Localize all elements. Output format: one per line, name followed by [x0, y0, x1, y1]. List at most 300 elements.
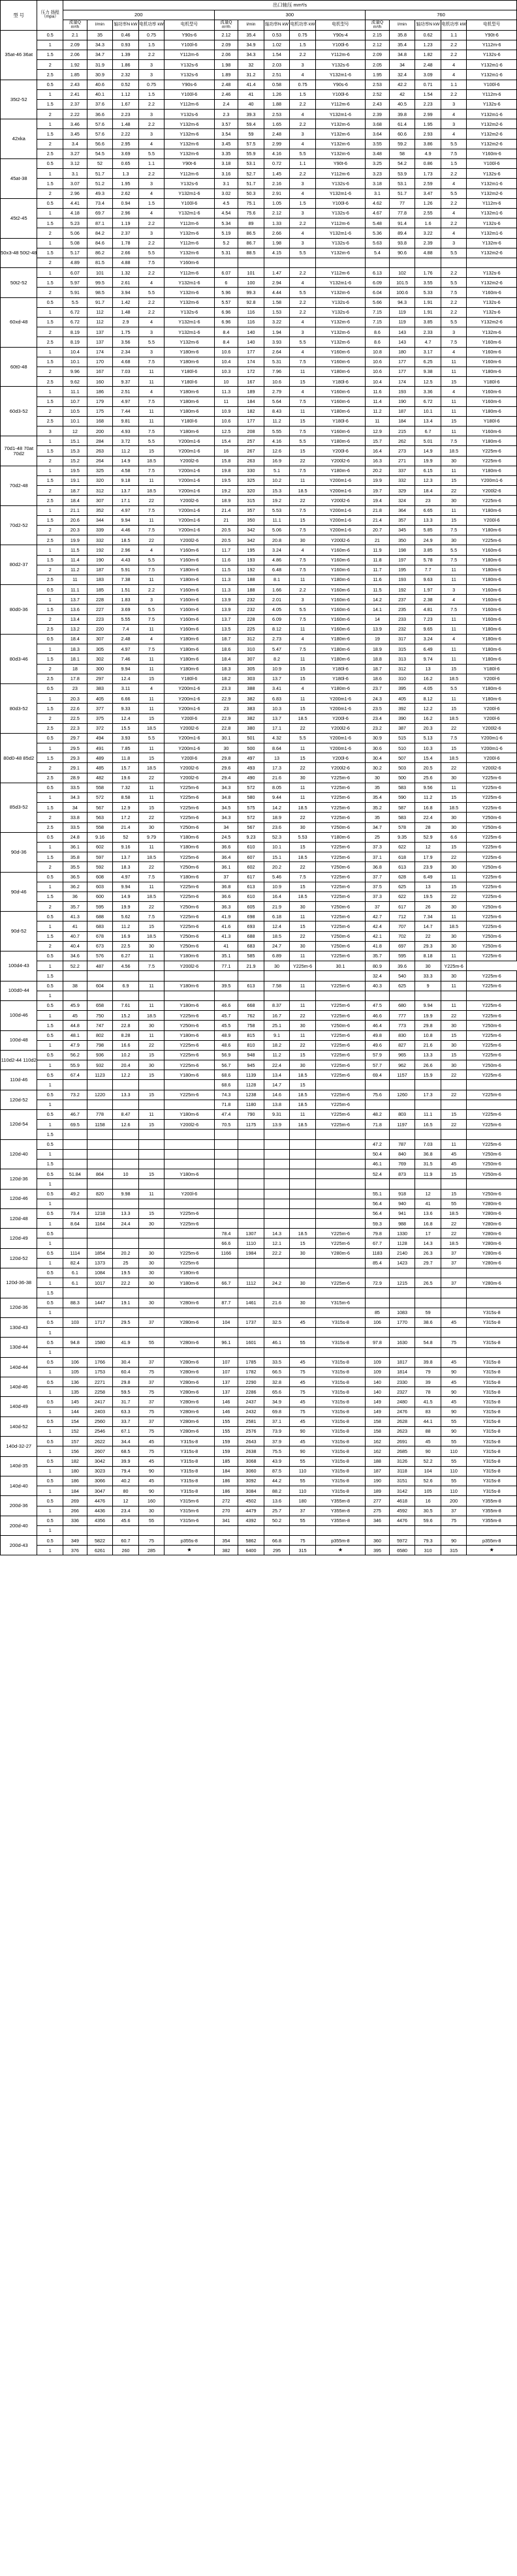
- value-cell: 13: [415, 664, 441, 674]
- table-row: [1, 1496, 517, 1506]
- value-cell: 3.1: [214, 179, 238, 188]
- value-cell: 50.3: [238, 188, 264, 198]
- value-cell: 1.32: [113, 268, 139, 278]
- table-row: [1, 1208, 517, 1218]
- value-cell: 2.34: [113, 347, 139, 357]
- value-cell: 197: [389, 555, 415, 565]
- value-cell: Y225m-6: [164, 783, 214, 792]
- value-cell: Y315s-8: [467, 1437, 517, 1446]
- value-cell: 9.23: [238, 832, 264, 842]
- value-cell: 30: [138, 1268, 164, 1278]
- value-cell: 88.2: [264, 1486, 290, 1496]
- value-cell: 55: [290, 1456, 316, 1466]
- value-cell: 312: [87, 486, 113, 496]
- value-cell: [315, 1219, 365, 1229]
- value-cell: 37.1: [264, 1416, 290, 1426]
- value-cell: [138, 1229, 164, 1238]
- value-cell: 24.8: [63, 832, 87, 842]
- value-cell: 23: [415, 496, 441, 505]
- value-cell: 86.7: [238, 238, 264, 248]
- value-cell: Y225m-6: [164, 1040, 214, 1050]
- value-cell: 2581: [238, 1416, 264, 1426]
- value-cell: 78: [415, 1387, 441, 1397]
- value-cell: 37.3: [366, 891, 390, 901]
- value-cell: Y280m-6: [467, 1208, 517, 1218]
- value-cell: 10.7: [63, 397, 87, 406]
- value-cell: 2.43: [63, 80, 87, 89]
- value-cell: 315: [441, 1546, 467, 1555]
- value-cell: Y315s-8: [467, 1338, 517, 1347]
- value-cell: 341: [214, 1516, 238, 1525]
- value-cell: 86.2: [87, 248, 113, 258]
- value-cell: Y250m-6: [164, 822, 214, 832]
- value-cell: 11: [290, 783, 316, 792]
- value-cell: [315, 1308, 365, 1317]
- value-cell: Y112m-6: [315, 50, 365, 59]
- value-cell: 18.5: [290, 1070, 316, 1080]
- value-cell: 317: [389, 635, 415, 644]
- value-cell: 4: [290, 228, 316, 238]
- value-cell: 5.47: [264, 644, 290, 654]
- value-cell: 503: [389, 763, 415, 773]
- value-cell: Y250m-6: [315, 1021, 365, 1030]
- pressure-cell: 1: [37, 961, 63, 971]
- value-cell: 11: [441, 575, 467, 584]
- value-cell: 135: [63, 1387, 87, 1397]
- table-row: [1, 1050, 517, 1060]
- value-cell: 11: [441, 981, 467, 991]
- table-row: [1, 813, 517, 822]
- value-cell: Y200m1-6: [467, 733, 517, 743]
- value-cell: 4618: [389, 1496, 415, 1506]
- value-cell: Y200l2-6: [164, 496, 214, 505]
- value-cell: 15: [138, 921, 164, 931]
- model-cell: 70d2-52: [1, 505, 37, 545]
- value-cell: 9.18: [113, 476, 139, 486]
- value-cell: Y100l-6: [315, 89, 365, 99]
- pressure-cell: 0.5: [37, 1456, 63, 1466]
- value-cell: [238, 1219, 264, 1229]
- table-row: [1, 496, 517, 505]
- table-row: [1, 713, 517, 723]
- value-cell: 15: [290, 842, 316, 852]
- value-cell: 1817: [389, 1357, 415, 1367]
- value-cell: Y280m-6: [164, 1357, 214, 1367]
- value-cell: 11: [290, 1000, 316, 1010]
- value-cell: 3.35: [214, 149, 238, 158]
- value-cell: Y280m-6: [164, 1397, 214, 1407]
- value-cell: 5.2: [214, 238, 238, 248]
- value-cell: 22: [441, 1219, 467, 1229]
- value-cell: 5.06: [63, 228, 87, 238]
- pressure-cell: 1.5: [37, 605, 63, 614]
- value-cell: 34.7: [87, 50, 113, 59]
- value-cell: 284: [87, 436, 113, 446]
- value-cell: 21.8: [366, 505, 390, 515]
- model-cell: 100d-46: [1, 1000, 37, 1030]
- value-cell: 1.73: [415, 169, 441, 179]
- pressure-cell: 1.5: [37, 971, 63, 981]
- value-cell: 2607: [87, 1446, 113, 1456]
- value-cell: 2.15: [366, 30, 390, 40]
- pressure-cell: 2: [37, 713, 63, 723]
- model-cell: 120d-52: [1, 1090, 37, 1109]
- value-cell: 92.8: [238, 297, 264, 307]
- value-cell: Y250m-6: [467, 931, 517, 941]
- value-cell: Y180l-6: [467, 664, 517, 674]
- value-cell: Y225m-6: [164, 1011, 214, 1021]
- value-cell: 22.8: [214, 723, 238, 733]
- value-cell: 5.01: [415, 436, 441, 446]
- value-cell: Y160m-6: [467, 545, 517, 555]
- value-cell: [315, 258, 365, 267]
- value-cell: [113, 1288, 139, 1298]
- value-cell: [315, 1130, 365, 1139]
- value-cell: 1330: [389, 1229, 415, 1238]
- value-cell: 52.2: [415, 1456, 441, 1466]
- value-cell: 3142: [389, 1486, 415, 1496]
- value-cell: 2.2: [290, 268, 316, 278]
- value-cell: 5.5: [441, 188, 467, 198]
- value-cell: 55.9: [63, 1060, 87, 1070]
- value-cell: 59: [415, 1308, 441, 1317]
- value-cell: 15.7: [366, 436, 390, 446]
- pressure-cell: 0.5: [37, 1248, 63, 1258]
- value-cell: [290, 1208, 316, 1218]
- value-cell: 15: [138, 713, 164, 723]
- value-cell: 42.1: [366, 931, 390, 941]
- pressure-cell: 2: [37, 565, 63, 575]
- value-cell: 14.2: [264, 803, 290, 813]
- value-cell: 352: [87, 505, 113, 515]
- value-cell: 11.2: [415, 793, 441, 803]
- value-cell: Y112m-6: [164, 218, 214, 228]
- value-cell: 15: [290, 882, 316, 891]
- value-cell: 7.34: [415, 912, 441, 921]
- value-cell: Y315s-8: [164, 1466, 214, 1476]
- value-cell: [113, 1328, 139, 1338]
- value-cell: 387: [389, 723, 415, 733]
- value-cell: Y180m-6: [164, 397, 214, 406]
- value-cell: 3: [138, 228, 164, 238]
- value-cell: 35.2: [366, 803, 390, 813]
- header-flow-lmin: l/min: [238, 20, 264, 30]
- value-cell: 13.9: [214, 605, 238, 614]
- value-cell: 77.8: [389, 208, 415, 218]
- pressure-cell: 2: [37, 813, 63, 822]
- value-cell: 7.5: [138, 614, 164, 624]
- value-cell: [238, 1308, 264, 1317]
- value-cell: 941: [389, 1208, 415, 1218]
- value-cell: 307: [238, 654, 264, 664]
- value-cell: 14.9: [113, 456, 139, 466]
- value-cell: 11: [441, 951, 467, 961]
- value-cell: 119: [389, 318, 415, 327]
- table-row: [1, 1427, 517, 1437]
- value-cell: Y225m-6: [315, 813, 365, 822]
- value-cell: 8.6: [366, 327, 390, 337]
- value-cell: [214, 1130, 238, 1139]
- value-cell: 19.6: [113, 773, 139, 783]
- pressure-cell: 1: [37, 1060, 63, 1070]
- value-cell: 4.97: [113, 872, 139, 882]
- value-cell: Y180m-6: [164, 654, 214, 664]
- value-cell: 14.3: [415, 1238, 441, 1248]
- value-cell: 312: [238, 635, 264, 644]
- value-cell: 23.9: [415, 862, 441, 872]
- value-cell: 45: [441, 1317, 467, 1327]
- value-cell: 7.85: [113, 743, 139, 753]
- value-cell: 3.25: [366, 159, 390, 169]
- value-cell: Y200l-6: [315, 713, 365, 723]
- value-cell: 94.3: [389, 297, 415, 307]
- value-cell: Y132s-6: [164, 60, 214, 70]
- value-cell: 5.36: [366, 228, 390, 238]
- value-cell: 375: [87, 713, 113, 723]
- value-cell: 5.5: [138, 149, 164, 158]
- value-cell: [164, 1139, 214, 1149]
- value-cell: 34.9: [238, 40, 264, 50]
- value-cell: 3.41: [264, 683, 290, 693]
- pressure-cell: 1.5: [37, 218, 63, 228]
- model-cell: 45t2-45: [1, 198, 37, 238]
- value-cell: 56.7: [214, 1060, 238, 1070]
- value-cell: 2432: [238, 1407, 264, 1416]
- pressure-cell: 2: [37, 862, 63, 872]
- value-cell: 34: [63, 803, 87, 813]
- value-cell: 493: [238, 763, 264, 773]
- pressure-cell: 1: [37, 1466, 63, 1476]
- value-cell: Y160m-6: [315, 427, 365, 436]
- value-cell: 507: [389, 753, 415, 763]
- value-cell: 12.1: [264, 1238, 290, 1248]
- table-row: [1, 129, 517, 139]
- value-cell: 4: [138, 139, 164, 149]
- value-cell: 4.46: [113, 525, 139, 535]
- value-cell: [87, 991, 113, 1000]
- value-cell: 83: [415, 1407, 441, 1416]
- value-cell: 4.68: [113, 357, 139, 367]
- value-cell: Y200m1-6: [467, 476, 517, 486]
- value-cell: 11.3: [214, 575, 238, 584]
- value-cell: 7.5: [290, 644, 316, 654]
- value-cell: 14.9: [415, 446, 441, 456]
- value-cell: 37.5: [366, 882, 390, 891]
- value-cell: 36.8: [366, 862, 390, 872]
- pressure-cell: 1: [37, 238, 63, 248]
- value-cell: 2.01: [264, 595, 290, 605]
- table-row: [1, 1397, 517, 1407]
- value-cell: Y180m-6: [164, 575, 214, 584]
- value-cell: 364: [389, 505, 415, 515]
- value-cell: [63, 1159, 87, 1169]
- value-cell: 55: [138, 1516, 164, 1525]
- value-cell: Y132s-6: [315, 238, 365, 248]
- value-cell: 36.5: [63, 872, 87, 882]
- value-cell: 13.4: [264, 1070, 290, 1080]
- value-cell: 10.5: [63, 406, 87, 416]
- value-cell: [415, 1179, 441, 1189]
- value-cell: 198: [389, 545, 415, 555]
- value-cell: Y225m-6: [315, 912, 365, 921]
- value-cell: 5.5: [290, 436, 316, 446]
- value-cell: [366, 1347, 390, 1357]
- value-cell: ★: [467, 1546, 517, 1555]
- value-cell: 0.86: [415, 159, 441, 169]
- value-cell: 154: [63, 1416, 87, 1426]
- value-cell: 167: [87, 367, 113, 376]
- value-cell: 10.4: [366, 377, 390, 387]
- value-cell: 1.6: [415, 218, 441, 228]
- value-cell: 186: [214, 1476, 238, 1486]
- value-cell: 41.5: [415, 1397, 441, 1407]
- value-cell: 21: [366, 535, 390, 545]
- value-cell: 15: [441, 882, 467, 891]
- value-cell: [63, 1308, 87, 1317]
- value-cell: Y180m-6: [164, 981, 214, 991]
- table-row: [1, 377, 517, 387]
- table-row: [1, 891, 517, 901]
- value-cell: 11: [138, 1000, 164, 1010]
- value-cell: 47.9: [63, 1040, 87, 1050]
- value-cell: 12.4: [113, 674, 139, 683]
- model-cell: 70d2-48: [1, 466, 37, 505]
- value-cell: 22.2: [264, 1248, 290, 1258]
- value-cell: 45: [138, 1456, 164, 1466]
- header-motor-model: 电机型号: [467, 20, 517, 30]
- pressure-cell: 0.5: [37, 1000, 63, 1010]
- value-cell: 16.8: [415, 803, 441, 813]
- value-cell: Y132s-6: [315, 307, 365, 317]
- value-cell: 23: [63, 683, 87, 693]
- value-cell: 585: [238, 951, 264, 961]
- value-cell: Y315s-8: [315, 1397, 365, 1407]
- value-cell: 11: [290, 694, 316, 704]
- value-cell: 5.5: [290, 733, 316, 743]
- value-cell: 11: [290, 624, 316, 634]
- value-cell: 5.5: [290, 337, 316, 347]
- value-cell: 190: [87, 555, 113, 565]
- value-cell: 945: [238, 1060, 264, 1070]
- value-cell: 45: [290, 1397, 316, 1407]
- value-cell: 116: [238, 318, 264, 327]
- value-cell: 602: [87, 842, 113, 852]
- value-cell: 14.2: [366, 595, 390, 605]
- value-cell: 160: [138, 1496, 164, 1506]
- value-cell: 110: [290, 1486, 316, 1496]
- pressure-cell: 1.5: [37, 555, 63, 565]
- value-cell: 25.6: [415, 773, 441, 783]
- value-cell: 75: [290, 1407, 316, 1416]
- value-cell: 750: [87, 1011, 113, 1021]
- value-cell: 0.93: [113, 40, 139, 50]
- value-cell: [264, 971, 290, 981]
- pressure-cell: 2: [37, 228, 63, 238]
- value-cell: Y132m-6: [164, 288, 214, 297]
- value-cell: 14.7: [264, 1080, 290, 1090]
- value-cell: 18.6: [366, 674, 390, 683]
- value-cell: Y315m-6: [164, 1496, 214, 1506]
- value-cell: Y180m-6: [467, 654, 517, 664]
- value-cell: 160: [87, 377, 113, 387]
- value-cell: 13.7: [63, 595, 87, 605]
- value-cell: [63, 1100, 87, 1109]
- value-cell: 11: [138, 1189, 164, 1199]
- value-cell: 9.33: [113, 704, 139, 713]
- value-cell: Y200m1-6: [164, 446, 214, 456]
- table-row: [1, 882, 517, 891]
- value-cell: [238, 991, 264, 1000]
- value-cell: Y200l2-6: [164, 456, 214, 466]
- value-cell: [63, 1149, 87, 1159]
- value-cell: 101: [87, 268, 113, 278]
- value-cell: [290, 1159, 316, 1169]
- value-cell: 36.3: [214, 902, 238, 912]
- value-cell: Y225m-6: [467, 1120, 517, 1130]
- value-cell: Y132m2-6: [467, 278, 517, 288]
- pressure-cell: 1.5: [37, 852, 63, 862]
- value-cell: 583: [389, 783, 415, 792]
- table-row: [1, 1120, 517, 1130]
- value-cell: 3.11: [113, 683, 139, 693]
- value-cell: 4: [290, 387, 316, 397]
- value-cell: 790: [238, 1110, 264, 1120]
- value-cell: [164, 1080, 214, 1090]
- value-cell: Y315s-8: [315, 1357, 365, 1367]
- value-cell: 5.4: [366, 248, 390, 258]
- value-cell: 18.5: [138, 723, 164, 733]
- value-cell: 6.07: [63, 268, 87, 278]
- value-cell: 357: [389, 515, 415, 525]
- value-cell: 56.9: [214, 1050, 238, 1060]
- value-cell: 5.5: [138, 288, 164, 297]
- value-cell: 11: [441, 654, 467, 664]
- value-cell: 1.91: [415, 307, 441, 317]
- value-cell: 0.46: [113, 30, 139, 40]
- value-cell: Y225m-6: [164, 1248, 214, 1258]
- table-row: [1, 1288, 517, 1298]
- value-cell: 263: [87, 446, 113, 456]
- value-cell: [264, 1525, 290, 1535]
- table-row: [1, 1347, 517, 1357]
- value-cell: 193: [389, 387, 415, 397]
- model-cell: 140d-46: [1, 1377, 37, 1397]
- value-cell: 13: [264, 753, 290, 763]
- value-cell: 7.5: [290, 357, 316, 367]
- value-cell: 9.56: [415, 783, 441, 792]
- value-cell: 10.2: [113, 1050, 139, 1060]
- value-cell: 51.7: [389, 188, 415, 198]
- value-cell: [264, 1258, 290, 1268]
- value-cell: [238, 1328, 264, 1338]
- value-cell: [214, 1189, 238, 1199]
- value-cell: 1423: [389, 1258, 415, 1268]
- value-cell: 59.2: [389, 139, 415, 149]
- value-cell: 5.57: [214, 297, 238, 307]
- pressure-cell: 1.5: [37, 753, 63, 763]
- value-cell: Y112m-6: [164, 169, 214, 179]
- value-cell: 2576: [238, 1427, 264, 1437]
- value-cell: 4.44: [264, 288, 290, 297]
- value-cell: 33.5: [264, 1357, 290, 1367]
- value-cell: Y200l2-6: [164, 1120, 214, 1130]
- value-cell: 1.12: [113, 89, 139, 99]
- value-cell: 7.5: [138, 565, 164, 575]
- value-cell: 1770: [389, 1317, 415, 1327]
- value-cell: 20.3: [415, 723, 441, 733]
- value-cell: 15.1: [63, 436, 87, 446]
- value-cell: 15: [441, 1110, 467, 1120]
